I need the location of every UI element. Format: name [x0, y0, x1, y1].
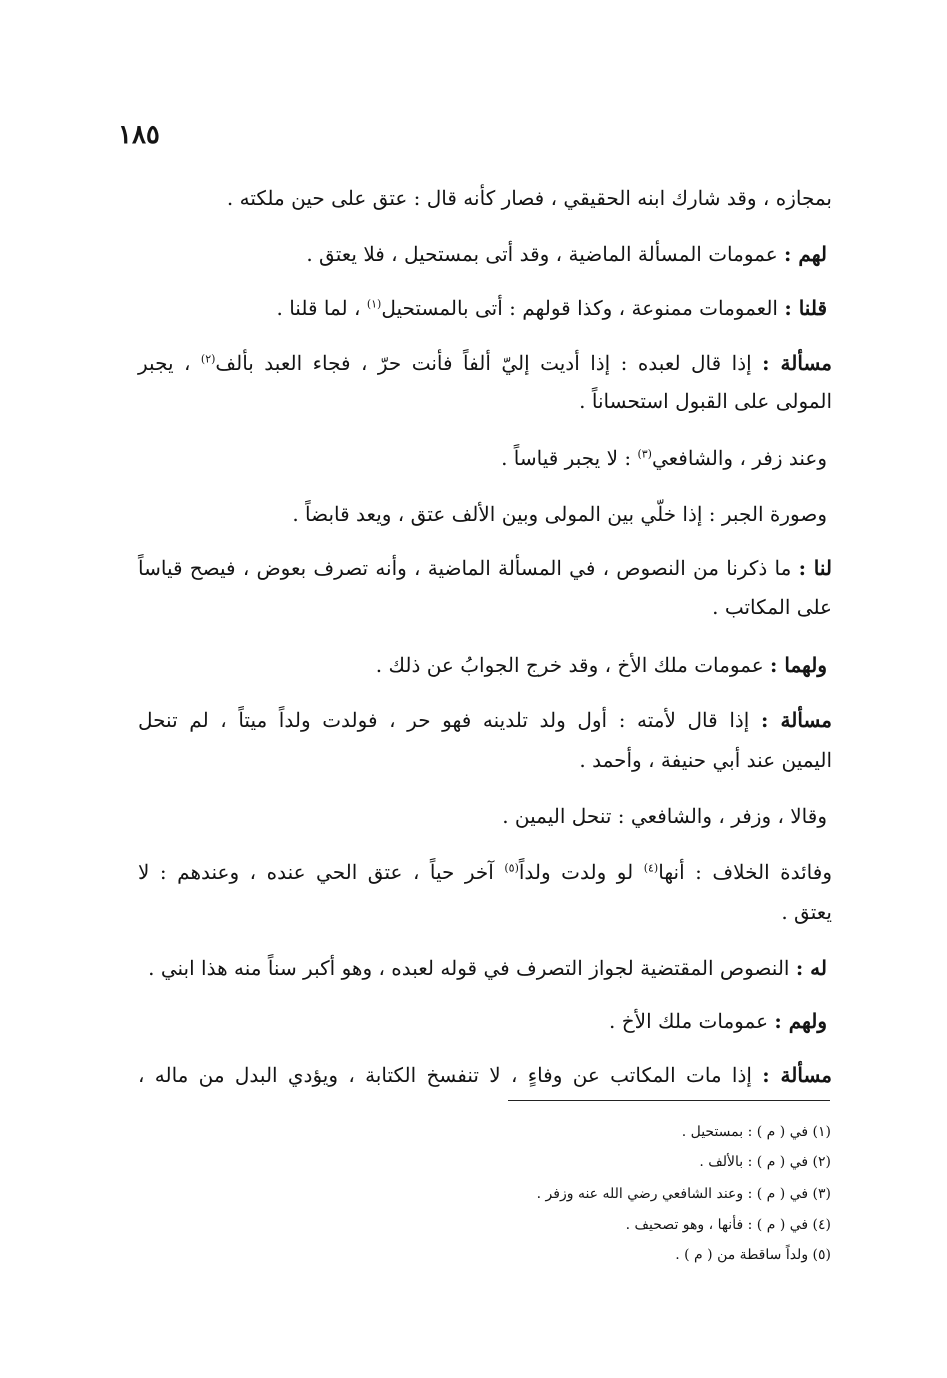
line-text: ، يجبر: [138, 351, 201, 375]
line-lead: له :: [795, 956, 827, 980]
line-text: وقالا ، وزفر ، والشافعي : تنحل اليمين .: [502, 804, 827, 828]
footnote-ref: (٤): [643, 861, 659, 875]
footnote-separator: [508, 1100, 830, 1101]
text-line: [148, 953, 827, 983]
line-lead: لنا :: [798, 556, 832, 580]
line-text: عمومات ملك الأخ ، وقد خرج الجوابُ عن ذلك .: [375, 653, 771, 677]
footnote: (٤) في ( م ) : فأنها ، وهو تصحيف .: [625, 1217, 831, 1233]
line-text: عمومات المسألة الماضية ، وقد أتى بمستحيل ، فلا يعتق .: [306, 242, 785, 266]
text-line: [502, 801, 827, 831]
footnote: (٥) ولداً ساقطة من ( م ) .: [675, 1247, 831, 1263]
line-text: على المكاتب .: [712, 595, 832, 619]
footnote-ref: (٢): [200, 352, 216, 366]
line-lead: مسألة :: [760, 708, 832, 732]
text-line: [277, 293, 828, 323]
line-text: ، لما قلنا .: [276, 296, 367, 320]
footnote: (٢) في ( م ) : بالألف .: [699, 1154, 831, 1170]
line-text: بمجازه ، وقد شارك ابنه الحقيقي ، فصار كأنه قال : عتق على حين ملكته .: [226, 186, 832, 210]
text-line: [579, 386, 832, 416]
line-text: وفائدة الخلاف : أنها: [658, 860, 832, 884]
text-line: [138, 857, 832, 887]
line-lead: مسألة :: [762, 351, 833, 375]
line-text: اليمين عند أبي حنيفة ، وأحمد .: [579, 748, 832, 772]
line-text: إذا قال لأمته : أول ولد تلدينه فهو حر ، فولدت ولداً ميتاً ، لم تنحل: [138, 708, 761, 732]
line-text: يعتق .: [781, 900, 832, 924]
line-text: آخر حياً ، عتق الحي عنده ، وعندهم : لا: [138, 860, 505, 884]
line-text: لو ولدت ولداً: [518, 860, 644, 884]
line-text: وصورة الجبر : إذا خلّي بين المولى وبين الألف عتق ، ويعد قابضاً .: [292, 502, 827, 526]
line-text: وعند زفر ، والشافعي: [651, 446, 827, 470]
text-line: [138, 348, 832, 378]
footnote-ref: (١): [366, 297, 382, 311]
line-lead: مسألة :: [762, 1063, 832, 1087]
text-line: [609, 1006, 827, 1036]
line-text: إذا مات المكاتب عن وفاءٍ ، لا تنفسخ الكتابة ، ويؤدي البدل من ماله ،: [138, 1063, 763, 1087]
text-line: [501, 443, 827, 473]
line-text: المولى على القبول استحساناً .: [579, 389, 832, 413]
line-text: ما ذكرنا من النصوص ، في المسألة الماضية ، وأنه تصرف بعوض ، فيصح قياساً: [138, 556, 799, 580]
line-lead: لهم :: [784, 242, 827, 266]
page-number: ١٨٥: [118, 120, 160, 150]
footnote-ref: (٣): [637, 447, 652, 461]
text-line: [292, 499, 827, 529]
text-line: [138, 705, 832, 735]
text-line: [579, 745, 832, 775]
line-text: عمومات ملك الأخ .: [609, 1009, 775, 1033]
text-line: [138, 1060, 832, 1090]
line-text: إذا قال لعبده : إذا أديت إليّ ألفاً فأنت حرّ ، فجاء العبد بألف: [215, 351, 763, 375]
footnote: (١) في ( م ) : بمستحيل .: [681, 1124, 831, 1140]
text-line: [712, 592, 832, 622]
line-lead: ولهم :: [774, 1009, 827, 1033]
line-text: العمومات ممنوعة ، وكذا قولهم : أتى بالمستحيل: [381, 296, 785, 320]
footnote: (٣) في ( م ) : وعند الشافعي رضي الله عنه وزفر .: [536, 1186, 831, 1202]
line-lead: ولهما :: [770, 653, 827, 677]
line-lead: قلنا :: [784, 296, 827, 320]
text-line: [781, 897, 832, 927]
line-text: النصوص المقتضية لجواز التصرف في قوله لعبده ، وهو أكبر سناً منه هذا ابني .: [148, 956, 796, 980]
text-line: [306, 239, 827, 269]
text-line: [227, 183, 832, 213]
line-text: : لا يجبر قياساً .: [501, 446, 638, 470]
text-line: [376, 650, 827, 680]
text-line: [138, 553, 832, 583]
footnote-ref: (٥): [504, 861, 519, 875]
